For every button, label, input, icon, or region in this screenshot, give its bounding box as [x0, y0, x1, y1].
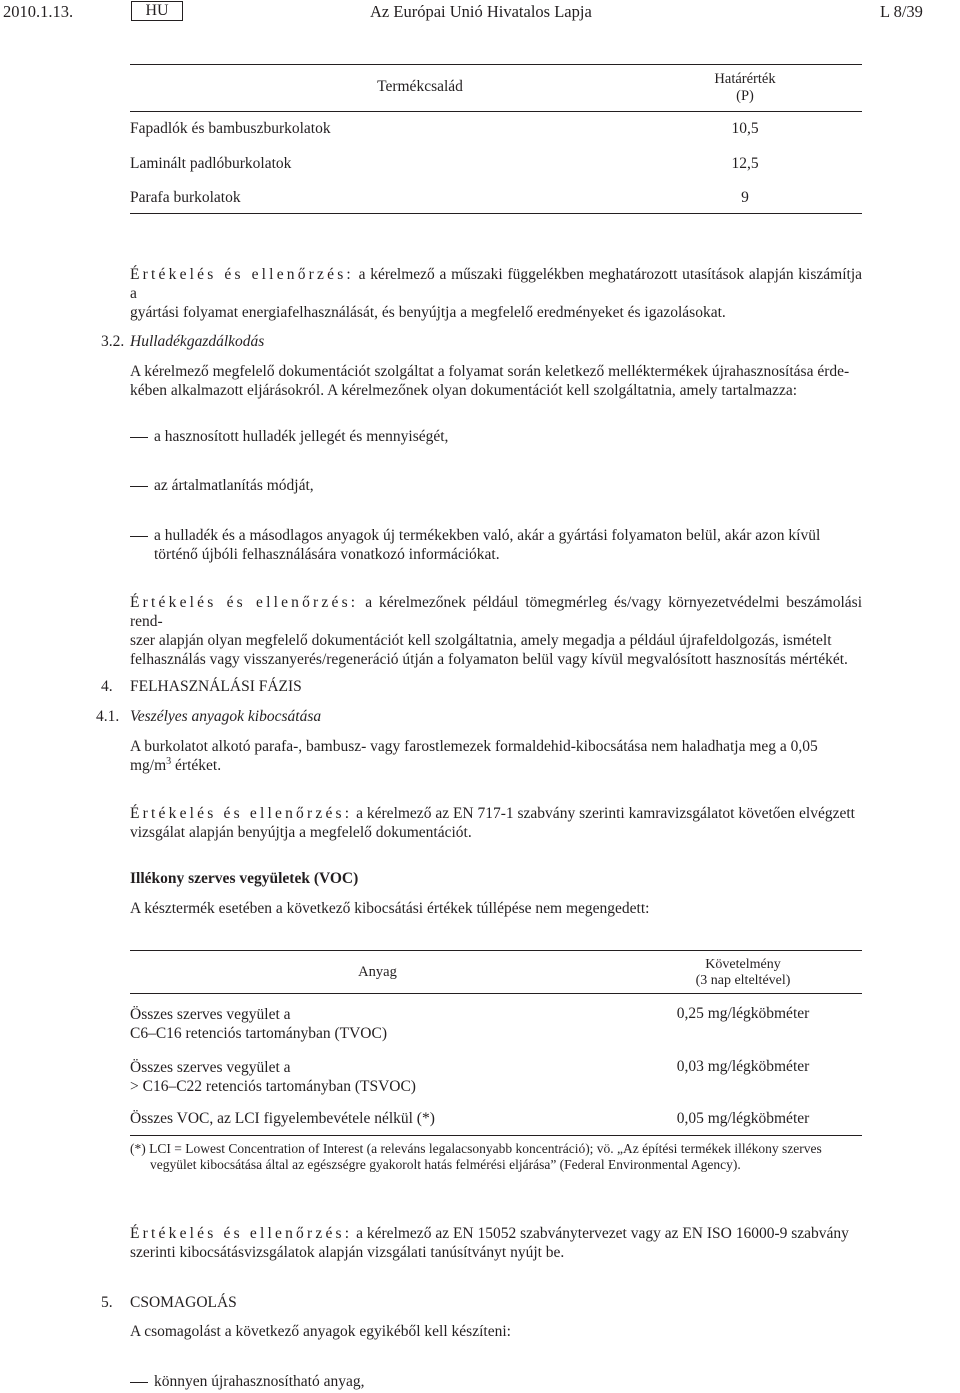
table1-row-family: Parafa burkolatok [130, 189, 241, 206]
evaluation-label: Értékelés és ellenőrzés: [130, 1225, 353, 1242]
section-number: 3.2. [101, 333, 125, 350]
footnote-line: vegyület kibocsátása által az egészségre gyakorolt hatás felmérési eljárása” (Federal Environmental Agency). [150, 1157, 741, 1172]
list-item [130, 428, 448, 446]
list-item [130, 526, 862, 564]
footnote-line: (*) LCI = Lowest Concentration of Interest (a releváns legalacsonyabb koncentráció); vö. „Az építési termékek illékony szerves [130, 1141, 822, 1156]
evaluation-label: Értékelés és ellenőrzés: [130, 266, 354, 283]
evaluation-text: gyártási folyamat energiafelhasználását, és benyújtja a megfelelő eredményeket és igazolásokat. [130, 304, 726, 321]
table1-header-limit [700, 71, 790, 105]
voc-heading: Illékony szerves vegyületek (VOC) [130, 870, 359, 887]
voc-intro: A késztermék esetében a következő kibocsátási értékek túllépése nem megengedett: [130, 900, 650, 917]
paragraph-line: kében alkalmazott eljárásokról. A kérelmezőnek olyan dokumentációt kell szolgáltatnia, amely tartalmazza: [130, 382, 798, 399]
list-item-text: könnyen újrahasznosítható anyag, [154, 1373, 365, 1390]
paragraph-line: mg/m [130, 757, 167, 774]
list-item-text: az ártalmatlanítás módját, [154, 477, 314, 494]
paragraph-line: A kérelmező megfelelő dokumentációt szolgáltat a folyamat során keletkező melléktermékek újrahasznosítása érde- [130, 363, 850, 380]
section-title: Hulladékgazdálkodás [130, 333, 265, 350]
voc-table-bottom-rule [130, 1135, 862, 1136]
voc-row-value: 0,25 mg/légköbméter [676, 1005, 810, 1022]
journal-title: Az Európai Unió Hivatalos Lapja [370, 2, 592, 21]
voc-cell-line: C6–C16 retenciós tartományban (TVOC) [130, 1025, 387, 1042]
voc-row-value: 0,03 mg/légköbméter [676, 1058, 810, 1075]
language-code-box: HU [131, 1, 183, 21]
table1-header-rule [130, 111, 862, 112]
table1-header-family: Termékcsalád [377, 78, 463, 95]
evaluation-paragraph-3 [130, 804, 862, 842]
evaluation-text: vizsgálat alapján benyújtja a megfelelő dokumentációt. [130, 824, 472, 841]
evaluation-text: szer alapján olyan megfelelő dokumentációt kell szolgáltatnia, amely megadja a például újrafeldolgozás, ismételt [130, 632, 832, 649]
evaluation-paragraph-2 [130, 593, 862, 669]
evaluation-label: Értékelés és ellenőrzés: [130, 805, 353, 822]
voc-row-substance: Összes VOC, az LCI figyelembevétele nélkül (*) [130, 1110, 435, 1127]
evaluation-text: szerinti kibocsátásvizsgálatok alapján vizsgálati tanúsítványt nyújt be. [130, 1244, 565, 1261]
section-number: 5. [101, 1294, 113, 1311]
table1-bottom-rule [130, 213, 862, 214]
section-title: CSOMAGOLÁS [130, 1294, 237, 1311]
voc-header-requirement [640, 957, 846, 989]
evaluation-text: a kérelmező az EN 717-1 szabvány szerinti kamravizsgálatot követően elvégzett [356, 805, 855, 822]
evaluation-paragraph-1 [130, 265, 862, 322]
voc-header-rule [130, 993, 862, 994]
evaluation-text: a kérelmező az EN 15052 szabványtervezet vagy az EN ISO 16000-9 szabvány [356, 1225, 849, 1242]
voc-table-top-rule [130, 950, 862, 951]
superscript: 3 [166, 755, 172, 767]
dash-bullet [130, 536, 148, 537]
section-title: FELHASZNÁLÁSI FÁZIS [130, 678, 302, 695]
table1-row-value: 10,5 [731, 120, 759, 137]
list-item-text: történő újbóli felhasználására vonatkozó információkat. [154, 546, 500, 563]
table1-row-value: 9 [741, 189, 749, 206]
evaluation-text: felhasználás vagy visszanyerés/regeneráció útján a folyamaton belül vagy kívül megvalósított hasznosítás mértékét. [130, 651, 848, 668]
dash-bullet [130, 437, 148, 438]
table1-header-limit-line2: (P) [736, 88, 754, 104]
section-number: 4. [101, 678, 113, 695]
voc-row-substance [130, 1005, 387, 1043]
section-title: Veszélyes anyagok kibocsátása [130, 708, 322, 725]
evaluation-paragraph-4 [130, 1224, 862, 1262]
section-number: 4.1. [96, 708, 120, 725]
paragraph-line: értéket. [171, 757, 222, 774]
evaluation-text: a kérelmezőnek például tömegmérleg és/vagy környezetvédelmi beszámolási rend- [130, 594, 862, 630]
voc-cell-line: Összes szerves vegyület a [130, 1059, 291, 1076]
list-item-text: a hasznosított hulladék jellegét és mennyiségét, [154, 428, 449, 445]
voc-cell-line: > C16–C22 retenciós tartományban (TSVOC) [130, 1078, 416, 1095]
evaluation-text: a kérelmező a műszaki függelékben meghatározott utasítások alapján kiszámítja a [130, 266, 863, 302]
dash-bullet [130, 1382, 148, 1383]
dash-bullet [130, 486, 148, 487]
section-paragraph [130, 737, 862, 775]
table1-row-family: Fapadlók és bambuszburkolatok [130, 120, 331, 137]
page-number: L 8/39 [880, 2, 923, 21]
table1-row-value: 12,5 [731, 155, 759, 172]
evaluation-label: Értékelés és ellenőrzés: [130, 594, 359, 611]
voc-footnote [130, 1141, 862, 1173]
section-paragraph [130, 362, 862, 400]
list-item-text: a hulladék és a másodlagos anyagok új termékekben való, akár a gyártási folyamaton belül, akár azon kívül [154, 527, 821, 544]
voc-header-substance: Anyag [358, 964, 397, 980]
paragraph-line: A burkolatot alkotó parafa-, bambusz- vagy farostlemezek formaldehid-kibocsátása nem haladhatja meg a 0,05 [130, 738, 818, 755]
table1-top-rule [130, 64, 862, 65]
table1-row-family: Laminált padlóburkolatok [130, 155, 292, 172]
publication-date: 2010.1.13. [3, 2, 74, 21]
section-paragraph: A csomagolást a következő anyagok egyikéből kell készíteni: [130, 1323, 511, 1340]
voc-row-value: 0,05 mg/légköbméter [676, 1110, 810, 1127]
table1-header-limit-line1: Határérték [714, 71, 776, 87]
list-item [130, 1373, 364, 1391]
voc-header-line: Követelmény [705, 957, 781, 972]
voc-row-substance [130, 1058, 416, 1096]
voc-header-line: (3 nap elteltével) [695, 973, 791, 988]
voc-cell-line: Összes szerves vegyület a [130, 1006, 291, 1023]
list-item [130, 477, 314, 495]
